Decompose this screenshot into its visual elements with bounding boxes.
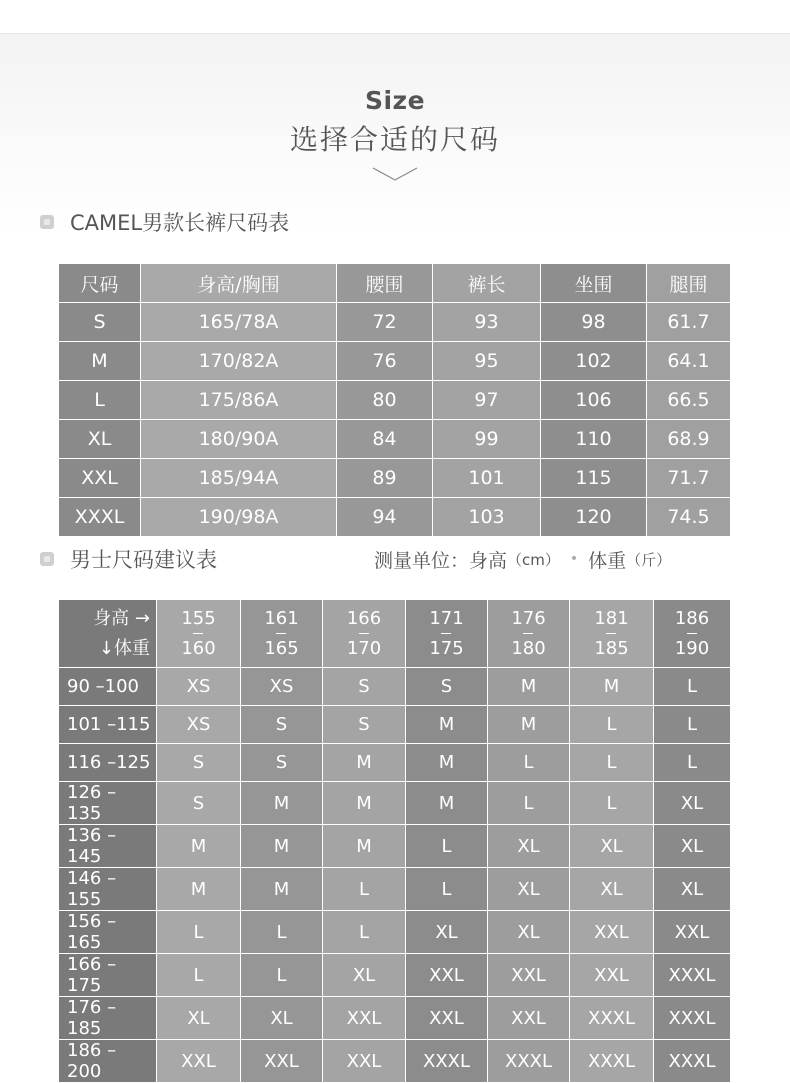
size-cell: XXL	[570, 954, 654, 997]
size-cell: L	[488, 782, 570, 825]
size-cell: XL	[488, 911, 570, 954]
unit-weight-label: 体重	[588, 549, 627, 572]
corner-header-cell	[59, 600, 157, 668]
size-cell: XL	[241, 997, 323, 1040]
table-cell: 99	[433, 420, 541, 459]
height-from: 161	[264, 608, 299, 629]
size-cell: S	[406, 668, 488, 706]
size-cell: XL	[570, 825, 654, 868]
size-cell: XXL	[570, 911, 654, 954]
size-cell: XXXL	[570, 997, 654, 1040]
table-cell: 190/98A	[141, 498, 337, 537]
table-row	[59, 420, 731, 459]
section-title-recommend	[40, 545, 217, 573]
size-cell: XL	[157, 997, 241, 1040]
table-cell: 106	[541, 381, 647, 420]
size-cell: M	[157, 825, 241, 868]
pants-size-table	[58, 263, 731, 537]
table-cell: 94	[337, 498, 433, 537]
size-cell: XL	[654, 868, 731, 911]
table-cell: 175/86A	[141, 381, 337, 420]
size-cell: XL	[406, 911, 488, 954]
table-row	[59, 997, 731, 1040]
section-title-pants-text: CAMEL男款长裤尺码表	[70, 211, 290, 235]
size-cell: S	[323, 706, 406, 744]
table-header-cell: 尺码	[59, 264, 141, 303]
table-cell: 74.5	[647, 498, 731, 537]
table-cell: S	[59, 303, 141, 342]
size-cell: L	[241, 911, 323, 954]
height-range-cell	[323, 600, 406, 668]
weight-range-cell: 146 – 155	[59, 868, 157, 911]
table-cell: XXL	[59, 459, 141, 498]
weight-range-cell: 116 –125	[59, 744, 157, 782]
size-cell: L	[570, 744, 654, 782]
table-cell: XXXL	[59, 498, 141, 537]
size-cell: M	[241, 825, 323, 868]
weight-range-cell: 90 –100	[59, 668, 157, 706]
size-cell: M	[157, 868, 241, 911]
size-cell: XL	[654, 782, 731, 825]
table-row	[59, 744, 731, 782]
table-cell: XL	[59, 420, 141, 459]
table-cell: 165/78A	[141, 303, 337, 342]
table-row	[59, 868, 731, 911]
size-cell: L	[654, 668, 731, 706]
height-from: 155	[181, 608, 216, 629]
table-cell: 72	[337, 303, 433, 342]
weight-range-cell: 126 – 135	[59, 782, 157, 825]
height-range	[511, 604, 545, 663]
size-cell: L	[570, 782, 654, 825]
table-header-cell: 身高/胸围	[141, 264, 337, 303]
table-cell: 76	[337, 342, 433, 381]
size-cell: M	[406, 782, 488, 825]
table-row	[59, 303, 731, 342]
height-range	[181, 604, 215, 663]
table-cell: 110	[541, 420, 647, 459]
size-cell: XXXL	[654, 954, 731, 997]
height-from: 171	[429, 608, 464, 629]
table-cell: L	[59, 381, 141, 420]
size-cell: XL	[570, 868, 654, 911]
height-range-cell	[157, 600, 241, 668]
size-cell: S	[157, 782, 241, 825]
size-cell: XXL	[488, 997, 570, 1040]
size-cell: XXL	[323, 997, 406, 1040]
size-cell: L	[406, 868, 488, 911]
size-cell: XXL	[323, 1040, 406, 1083]
unit-note	[374, 545, 671, 573]
table-row	[59, 459, 731, 498]
table-cell: 71.7	[647, 459, 731, 498]
size-cell: XXL	[241, 1040, 323, 1083]
size-cell: XL	[654, 825, 731, 868]
size-cell: M	[570, 668, 654, 706]
height-range	[429, 604, 463, 663]
table-row	[59, 706, 731, 744]
size-cell: L	[654, 706, 731, 744]
size-recommend-table	[58, 599, 731, 1083]
height-range	[594, 604, 628, 663]
table-cell: 98	[541, 303, 647, 342]
section-title-recommend-text: 男士尺码建议表	[70, 548, 217, 572]
table-header-cell: 裤长	[433, 264, 541, 303]
size-cell: XXXL	[570, 1040, 654, 1083]
size-cell: L	[323, 911, 406, 954]
weight-range-cell: 136 – 145	[59, 825, 157, 868]
table-row	[59, 825, 731, 868]
table-cell: 101	[433, 459, 541, 498]
weight-range-cell: 186 – 200	[59, 1040, 157, 1083]
header-title-cn: 选择合适的尺码	[289, 123, 500, 156]
size-cell: XXXL	[488, 1040, 570, 1083]
size-cell: M	[488, 668, 570, 706]
table-header-row	[59, 264, 731, 303]
weight-range-cell: 101 –115	[59, 706, 157, 744]
size-cell: XL	[488, 868, 570, 911]
height-from: 166	[346, 608, 382, 629]
weight-range-cell: 166 – 175	[59, 954, 157, 997]
table-cell: 66.5	[647, 381, 731, 420]
table-header-row	[59, 600, 731, 668]
table-row	[59, 1040, 731, 1083]
size-cell: M	[488, 706, 570, 744]
table-cell: M	[59, 342, 141, 381]
height-range-cell	[570, 600, 654, 668]
table-row	[59, 498, 731, 537]
corner-height-label: 身高 →	[93, 607, 150, 629]
size-cell: L	[241, 954, 323, 997]
size-cell: S	[323, 668, 406, 706]
table-header-cell: 腰围	[337, 264, 433, 303]
table-header-cell: 坐围	[541, 264, 647, 303]
height-range-cell	[406, 600, 488, 668]
table-cell: 93	[433, 303, 541, 342]
table-cell: 180/90A	[141, 420, 337, 459]
unit-separator: •	[569, 551, 579, 567]
table-cell: 80	[337, 381, 433, 420]
size-cell: L	[570, 706, 654, 744]
size-cell: L	[488, 744, 570, 782]
size-cell: XS	[241, 668, 323, 706]
weight-range-cell: 156 – 165	[59, 911, 157, 954]
size-cell: S	[157, 744, 241, 782]
height-to: 165	[264, 638, 299, 659]
weight-range-cell: 176 – 185	[59, 997, 157, 1040]
table-cell: 68.9	[647, 420, 731, 459]
size-cell: M	[323, 782, 406, 825]
table-cell: 103	[433, 498, 541, 537]
table-header-cell: 腿围	[647, 264, 731, 303]
size-cell: L	[323, 868, 406, 911]
corner-weight-label: ↓体重	[98, 637, 150, 659]
size-cell: XXL	[406, 954, 488, 997]
table-cell: 102	[541, 342, 647, 381]
height-range	[675, 604, 709, 663]
height-from: 181	[594, 608, 629, 629]
size-cell: L	[654, 744, 731, 782]
table-cell: 185/94A	[141, 459, 337, 498]
table-cell: 115	[541, 459, 647, 498]
size-cell: XXXL	[654, 997, 731, 1040]
unit-label: 测量单位：身高	[374, 549, 508, 572]
table-cell: 120	[541, 498, 647, 537]
height-to: 170	[346, 638, 382, 659]
size-cell: L	[406, 825, 488, 868]
height-to: 185	[594, 638, 629, 659]
size-cell: M	[406, 706, 488, 744]
size-cell: L	[157, 911, 241, 954]
table-row	[59, 782, 731, 825]
top-band	[0, 0, 790, 34]
height-from: 176	[511, 608, 546, 629]
header-title-en: Size	[364, 86, 426, 115]
table-row	[59, 911, 731, 954]
size-cell: M	[323, 825, 406, 868]
square-bullet-icon	[40, 552, 54, 566]
height-to: 160	[181, 638, 216, 659]
size-cell: XS	[157, 668, 241, 706]
unit-height: （cm）	[507, 550, 560, 569]
table-cell: 89	[337, 459, 433, 498]
square-bullet-icon	[40, 215, 54, 229]
size-cell: S	[241, 706, 323, 744]
table-cell: 170/82A	[141, 342, 337, 381]
height-to: 180	[511, 638, 546, 659]
table-row	[59, 381, 731, 420]
size-cell: L	[157, 954, 241, 997]
table-cell: 61.7	[647, 303, 731, 342]
height-range-cell	[654, 600, 731, 668]
size-cell: XS	[157, 706, 241, 744]
height-to: 175	[429, 638, 464, 659]
size-cell: XL	[323, 954, 406, 997]
height-to: 190	[674, 638, 710, 659]
table-cell: 97	[433, 381, 541, 420]
table-cell: 95	[433, 342, 541, 381]
height-range-cell	[241, 600, 323, 668]
size-cell: M	[406, 744, 488, 782]
size-cell: XL	[488, 825, 570, 868]
size-cell: XXXL	[654, 1040, 731, 1083]
height-range	[347, 604, 381, 663]
size-cell: XXL	[488, 954, 570, 997]
size-cell: M	[241, 868, 323, 911]
size-cell: M	[241, 782, 323, 825]
table-row	[59, 954, 731, 997]
size-cell: XXL	[654, 911, 731, 954]
size-cell: XXXL	[406, 1040, 488, 1083]
size-cell: XXL	[157, 1040, 241, 1083]
table-row	[59, 668, 731, 706]
height-range	[264, 604, 298, 663]
size-cell: M	[323, 744, 406, 782]
table-cell: 64.1	[647, 342, 731, 381]
section-title-pants	[40, 208, 289, 236]
table-row	[59, 342, 731, 381]
size-cell: S	[241, 744, 323, 782]
height-from: 186	[674, 608, 710, 629]
chevron-down-icon	[372, 166, 418, 182]
size-cell: XXL	[406, 997, 488, 1040]
table-cell: 84	[337, 420, 433, 459]
unit-weight: （斤）	[626, 550, 672, 569]
height-range-cell	[488, 600, 570, 668]
